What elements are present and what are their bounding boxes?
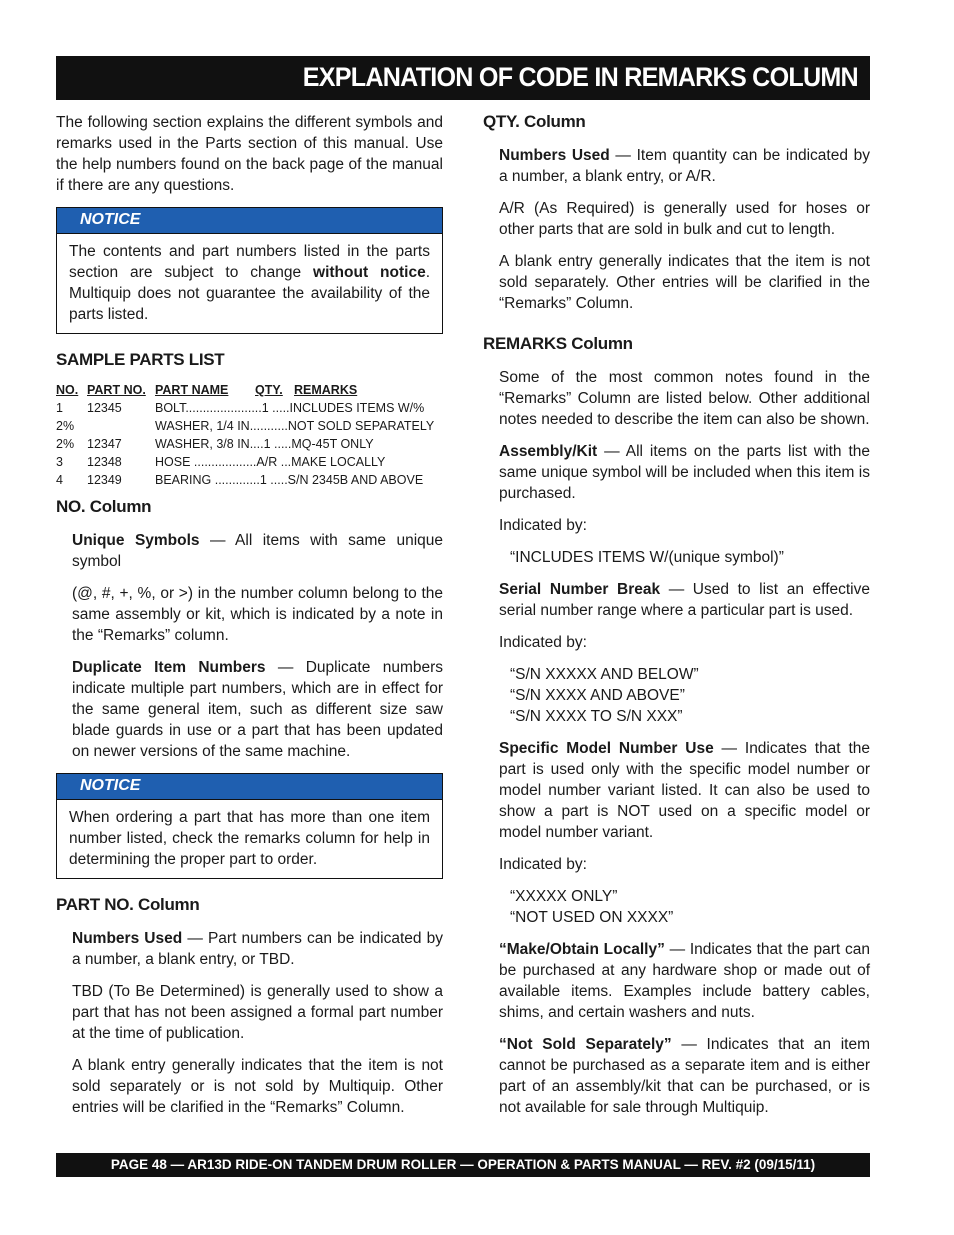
- notice-box-2: [56, 773, 443, 879]
- notice-text-a: The contents and part numbers listed in the parts section are subject to change: [69, 243, 430, 281]
- model-number-paragraph: [483, 738, 870, 843]
- notice-box-1: [56, 207, 443, 334]
- qty-column-heading: QTY. Column: [483, 112, 586, 131]
- model-quote: “XXXXX ONLY”: [510, 888, 618, 905]
- sample-parts-heading: SAMPLE PARTS LIST: [56, 350, 225, 369]
- model-quotes: [483, 886, 870, 928]
- assembly-kit-paragraph: [483, 441, 870, 504]
- cell-desc: BEARING .............1 .....S/N 2345B AND ABOVE: [155, 473, 424, 487]
- notice-text-b: . Multiquip does not guarantee the availability of the parts listed.: [69, 264, 431, 323]
- part-numbers-used-paragraph: [56, 928, 443, 970]
- serial-break-text: — Used to list an effective serial number range where a particular part is used.: [499, 581, 870, 619]
- indicated-by-label: Indicated by:: [499, 856, 587, 873]
- serial-quote: “S/N XXXXX AND BELOW”: [510, 666, 699, 683]
- table-row: [56, 471, 443, 489]
- page-footer: PAGE 48 — AR13D RIDE-ON TANDEM DRUM ROLLER — OPERATION & PARTS MANUAL — REV. #2 (09/15/11): [56, 1153, 870, 1177]
- model-number-label: Specific Model Number Use: [499, 740, 714, 757]
- notice-text: [57, 234, 442, 333]
- table-row: [56, 435, 443, 453]
- cell-desc: HOSE ..................A/R ...MAKE LOCALLY: [155, 455, 386, 469]
- col-header-no: NO.: [56, 383, 79, 397]
- cell-no: 3: [56, 455, 63, 469]
- col-header-part-no: PART NO.: [87, 383, 146, 397]
- unique-symbols-label: Unique Symbols: [72, 532, 200, 549]
- table-row: [56, 453, 443, 471]
- duplicate-numbers-label: Duplicate Item Numbers: [72, 659, 266, 676]
- make-locally-label: “Make/Obtain Locally”: [499, 941, 665, 958]
- qty-numbers-used-text: — Item quantity can be indicated by a number, a blank entry, or A/R.: [499, 147, 870, 185]
- cell-no: 2%: [56, 437, 75, 451]
- not-sold-separately-paragraph: [483, 1034, 870, 1118]
- assembly-kit-text: — All items on the parts list with the same unique symbol will be included when this item is purchased.: [499, 443, 870, 502]
- cell-part-no: 12345: [87, 401, 122, 415]
- symbols-paragraph: (@, #, +, %, or >) in the number column belong to the same assembly or kit, which is indicated by a note in the “Remarks” column.: [72, 585, 443, 644]
- cell-desc: WASHER, 1/4 IN...........NOT SOLD SEPARATELY: [155, 419, 435, 433]
- notice-text-bold: without notice: [313, 264, 426, 281]
- table-row: [56, 417, 443, 435]
- title-bar: [56, 56, 870, 100]
- cell-part-no: 12349: [87, 473, 122, 487]
- not-sold-separately-label: “Not Sold Separately”: [499, 1036, 672, 1053]
- table-row: [56, 399, 443, 417]
- notice-label: NOTICE: [57, 774, 442, 800]
- tbd-paragraph: TBD (To Be Determined) is generally used to show a part that has not been assigned a formal part number at the time of publication.: [72, 983, 443, 1042]
- col-header-remarks: REMARKS: [294, 383, 358, 397]
- serial-quote: “S/N XXXX TO S/N XXX”: [510, 708, 683, 725]
- no-column-heading: NO. Column: [56, 497, 152, 516]
- part-numbers-used-label: Numbers Used: [72, 930, 183, 947]
- cell-part-no: 12348: [87, 455, 122, 469]
- left-column: [56, 112, 443, 1129]
- page-title: EXPLANATION OF CODE IN REMARKS COLUMN: [302, 62, 858, 92]
- cell-desc: WASHER, 3/8 IN....1 .....MQ-45T ONLY: [155, 437, 374, 451]
- intro-paragraph: The following section explains the different symbols and remarks used in the Parts section of this manual. Use the help numbers found on the back page of the manual if there are any questions.: [56, 114, 443, 194]
- serial-quotes: [483, 664, 870, 727]
- model-quote: “NOT USED ON XXXX”: [510, 909, 674, 926]
- cell-part-no: 12347: [87, 437, 122, 451]
- make-locally-text: — Indicates that the part can be purchased at any hardware shop or made out of available items. Examples include battery cables, shims, and certain washers and nuts.: [499, 941, 870, 1021]
- indicated-by-label: Indicated by:: [499, 634, 587, 651]
- indicated-by-label: Indicated by:: [499, 517, 587, 534]
- part-numbers-used-text: — Part numbers can be indicated by a number, a blank entry, or TBD.: [72, 930, 443, 968]
- remarks-column-heading: REMARKS Column: [483, 334, 633, 353]
- unique-symbols-text: — All items with same unique symbol: [72, 532, 443, 570]
- cell-part-no: [87, 417, 155, 435]
- sample-parts-table: [56, 383, 443, 489]
- col-header-part-name: PART NAME: [155, 383, 229, 397]
- cell-no: 2%: [56, 419, 75, 433]
- duplicate-numbers-text: — Duplicate numbers indicate multiple part numbers, which are in effect for the same general item, such as different size saw blade guards in use or a part that has been updated on newer versions of the same machine.: [72, 659, 444, 760]
- remarks-intro-paragraph: Some of the most common notes found in the “Remarks” Column are listed below. Other additional notes needed to describe the item can also be shown.: [499, 369, 870, 428]
- qty-numbers-used-paragraph: [483, 145, 870, 187]
- ar-paragraph: A/R (As Required) is generally used for hoses or other parts that are sold in bulk and cut to length.: [499, 200, 870, 238]
- cell-desc: BOLT......................1 .....INCLUDES ITEMS W/%: [155, 401, 425, 415]
- make-locally-paragraph: [483, 939, 870, 1023]
- part-no-column-heading: PART NO. Column: [56, 895, 200, 914]
- serial-break-paragraph: [483, 579, 870, 621]
- table-header-row: [56, 383, 443, 399]
- qty-blank-paragraph: A blank entry generally indicates that the item is not sold separately. Other entries will be clarified in the “Remarks” Column.: [499, 253, 870, 312]
- model-number-text: — Indicates that the part is used only with the specific model number or model number variant listed. It can also be used to show a part is NOT used on a specific model or model number variant.: [499, 740, 870, 841]
- duplicate-numbers-paragraph: [56, 657, 443, 762]
- notice-label: NOTICE: [57, 208, 442, 234]
- qty-numbers-used-label: Numbers Used: [499, 147, 610, 164]
- unique-symbols-paragraph: [56, 530, 443, 572]
- serial-break-label: Serial Number Break: [499, 581, 661, 598]
- part-blank-paragraph: A blank entry generally indicates that the item is not sold separately or is not sold by Multiquip. Other entries will be clarified in the “Remarks” Column.: [72, 1057, 443, 1116]
- right-column: [483, 112, 870, 1129]
- notice-text: When ordering a part that has more than one item number listed, check the remarks column for help in determining the proper part to order.: [69, 809, 430, 868]
- serial-quote: “S/N XXXX AND ABOVE”: [510, 687, 685, 704]
- not-sold-separately-text: — Indicates that an item cannot be purchased as a separate item and is either part of an assembly/kit that can be purchased, or is not available for sale through Multiquip.: [499, 1036, 870, 1116]
- assembly-kit-label: Assembly/Kit: [499, 443, 598, 460]
- assembly-quote: “INCLUDES ITEMS W/(unique symbol)”: [510, 549, 784, 566]
- cell-no: 4: [56, 473, 63, 487]
- cell-no: 1: [56, 401, 63, 415]
- col-header-qty: QTY.: [255, 383, 283, 397]
